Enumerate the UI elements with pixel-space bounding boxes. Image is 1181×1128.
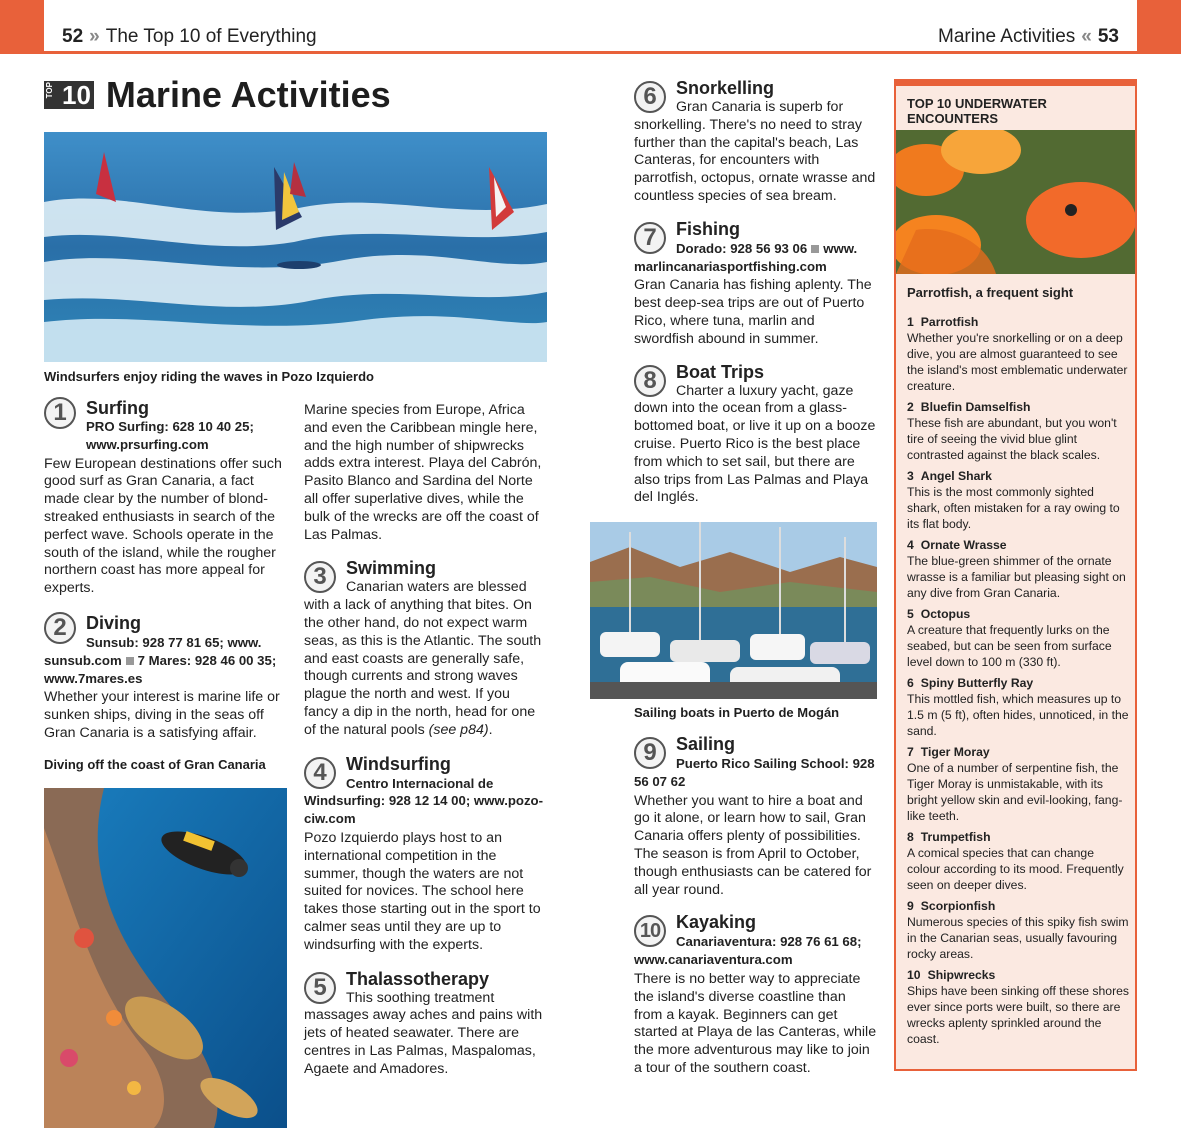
top10-badge-top: TOP bbox=[45, 82, 54, 99]
sailing-photo bbox=[590, 522, 877, 699]
item-name: Shipwrecks bbox=[927, 968, 996, 982]
entry-body: This soothing treatment massages away aches and pains with jets of heated seawater. There are centres in Las Palmas, Maspalomas, Agaete and Amadores. bbox=[304, 989, 543, 1077]
item-text: This mottled fish, which measures up to 1.5 m (5 ft), often hides, unnoticed, in the sand. bbox=[907, 692, 1129, 738]
entry-contact-info bbox=[44, 418, 286, 454]
entry-number-badge: 7 bbox=[634, 222, 666, 254]
item-name: Parrotfish bbox=[920, 315, 979, 329]
windsurf-caption: Windsurfers enjoy riding the waves in Pozo Izquierdo bbox=[44, 369, 374, 384]
entry-number-badge: 3 bbox=[304, 561, 336, 593]
entry-contact-line: marlincanariasportfishing.com bbox=[634, 258, 827, 274]
entry-number-badge: 9 bbox=[634, 737, 666, 769]
entry-contact-line: www. bbox=[823, 240, 858, 256]
page-title: Marine Activities bbox=[105, 74, 391, 115]
column-3-top bbox=[634, 77, 878, 507]
entry-contact-line: sunsub.com bbox=[44, 652, 122, 668]
list-item bbox=[907, 468, 1129, 532]
item-number: 4 bbox=[907, 538, 914, 552]
right-page-number: 53 bbox=[1097, 26, 1119, 47]
diving-body-continued: Marine species from Europe, Africa and even the Caribbean mingle here, and the high number of shipwrecks adds extra interest. Playa del Cabrón, Pasito Blanco and Sardina del Norte all offer superlative dives, while the bulk of the wrecks are off the coast of Las Palmas. bbox=[304, 402, 542, 543]
entry-thalassotherapy bbox=[304, 968, 547, 1079]
entry-number-badge: 2 bbox=[44, 612, 76, 644]
item-name: Octopus bbox=[920, 607, 971, 621]
entry-body: Whether your interest is marine life or sunken ships, diving in the seas off Gran Canaria is a satisfying affair. bbox=[44, 689, 280, 741]
entry-title: Diving bbox=[86, 612, 142, 633]
column-2 bbox=[304, 402, 547, 1079]
entry-sailing bbox=[634, 733, 878, 899]
entry-contact-line: Dorado: 928 56 93 06 bbox=[676, 240, 808, 256]
entry-title: Kayaking bbox=[676, 912, 757, 933]
item-text: Whether you're snorkelling or on a deep dive, you are almost guaranteed to see the island's most emblematic underwater creature. bbox=[907, 331, 1128, 393]
sidebar-title: TOP 10 UNDERWATER ENCOUNTERS bbox=[907, 96, 1047, 126]
entry-windsurfing bbox=[304, 753, 547, 955]
entry-contact-line: 7 Mares: 928 46 00 35; bbox=[137, 652, 277, 668]
item-name: Tiger Moray bbox=[920, 745, 990, 759]
list-item bbox=[907, 675, 1129, 739]
right-running-header bbox=[938, 26, 1119, 48]
entry-contact-info: Puerto Rico Sailing School: 928 56 07 62 bbox=[634, 756, 875, 789]
left-running-header bbox=[62, 26, 317, 48]
item-number: 10 bbox=[907, 968, 921, 982]
item-text: Ships have been sinking off these shores ever since ports were built, so there are wrecks aplenty sprinkled around the coast. bbox=[907, 984, 1130, 1046]
diving-photo bbox=[44, 788, 287, 1128]
item-name: Spiny Butterfly Ray bbox=[920, 676, 1034, 690]
entry-snorkelling bbox=[634, 77, 878, 206]
left-header-title: The Top 10 of Everything bbox=[105, 26, 317, 47]
entry-title: Sailing bbox=[676, 734, 736, 754]
entry-body: There is no better way to appreciate the island's diverse coastline than from a kayak. Beginners can get started at Playa de las Canteras, while the more adventurous may like to join a tour of the southern coast. bbox=[634, 970, 877, 1076]
entry-number-badge: 6 bbox=[634, 81, 666, 113]
entry-title: Fishing bbox=[676, 218, 740, 239]
entry-title: Boat Trips bbox=[676, 361, 765, 382]
right-page-tab bbox=[1137, 0, 1181, 54]
item-name: Angel Shark bbox=[920, 469, 992, 483]
item-name: Trumpetfish bbox=[920, 830, 991, 844]
entry-title: Thalassotherapy bbox=[346, 968, 490, 989]
item-text: The blue-green shimmer of the ornate wrasse is a familiar but pleasing sight on any dive from Gran Canaria. bbox=[907, 554, 1126, 600]
item-text: A creature that frequently lurks on the seabed, but can be seen from surface level down to 100 m (330 ft). bbox=[907, 623, 1112, 669]
top10-badge bbox=[44, 81, 94, 109]
entry-number-badge: 10 bbox=[634, 915, 666, 947]
entry-body: Gran Canaria has fishing aplenty. The best deep-sea trips are out of Puerto Rico, where tuna, marlin and swordfish abound in summer. bbox=[634, 277, 872, 347]
column-3-bottom bbox=[634, 733, 878, 1078]
list-item bbox=[907, 744, 1129, 824]
list-item bbox=[907, 898, 1129, 962]
entry-contact-info bbox=[634, 240, 878, 276]
page-reference: (see p84) bbox=[428, 721, 489, 738]
item-number: 3 bbox=[907, 469, 914, 483]
separator-square-icon bbox=[811, 245, 819, 253]
top10-badge-num: 10 bbox=[62, 80, 91, 110]
diving-caption: Diving off the coast of Gran Canaria bbox=[44, 757, 266, 772]
item-name: Bluefin Damselfish bbox=[920, 400, 1031, 414]
entry-body-text: Canarian waters are blessed with a lack of anything that bites. On the other hand, do not expect warm seas, as this is the Atlantic. The south and east coasts are generally safe, though currents and strong waves plague the north and west. If you fancy a dip in the north, head for one of the natural pools bbox=[304, 579, 542, 738]
item-name: Ornate Wrasse bbox=[920, 538, 1007, 552]
entry-diving bbox=[44, 612, 286, 743]
header-rule bbox=[44, 51, 1137, 54]
item-text: Numerous species of this spiky fish swim in the Canarian seas, usually favouring rocky areas. bbox=[907, 915, 1129, 961]
parrotfish-caption: Parrotfish, a frequent sight bbox=[907, 285, 1074, 300]
entry-surfing bbox=[44, 397, 286, 598]
entry-title: Surfing bbox=[86, 398, 149, 418]
entry-body bbox=[304, 579, 547, 739]
entry-contact-info: Canariaventura: 928 76 61 68; www.canariaventura.com bbox=[634, 934, 862, 968]
entry-number-badge: 5 bbox=[304, 972, 336, 1004]
entry-body: Whether you want to hire a boat and go it alone, or learn how to sail, Gran Canaria offers plenty of possibilities. The season is from April to October, though enthusiasts can be catered for all year round. bbox=[634, 792, 872, 898]
list-item bbox=[907, 314, 1129, 394]
list-item bbox=[907, 606, 1129, 670]
left-page-tab bbox=[0, 0, 44, 54]
double-chevron-right-icon: » bbox=[89, 26, 100, 47]
encounters-list bbox=[907, 314, 1129, 1052]
column-1 bbox=[44, 397, 286, 743]
item-text: One of a number of serpentine fish, the Tiger Moray is unmistakable, with its bright yellow skin and evil-looking, fang-like teeth. bbox=[907, 761, 1123, 823]
sailing-caption: Sailing boats in Puerto de Mogán bbox=[634, 705, 840, 720]
entry-title: Snorkelling bbox=[676, 78, 775, 98]
entry-swimming bbox=[304, 557, 547, 739]
entry-contact-info bbox=[44, 634, 286, 687]
item-number: 5 bbox=[907, 607, 914, 621]
entry-number-badge: 8 bbox=[634, 365, 666, 397]
left-page-number: 52 bbox=[62, 26, 84, 47]
entry-body: Few European destinations offer such good surf as Gran Canaria, a fact made clear by the number of blond-streaked enthusiasts in search of the perfect wave. Schools operate in the south of the island, while the rougher northern coast has more appeal for experts. bbox=[44, 455, 282, 597]
item-number: 7 bbox=[907, 745, 914, 759]
item-text: These fish are abundant, but you won't tire of seeing the vivid blue glint contrasted against the black scales. bbox=[907, 416, 1117, 462]
separator-square-icon bbox=[126, 657, 134, 665]
entry-boat-trips bbox=[634, 361, 878, 508]
entry-fishing bbox=[634, 218, 878, 349]
entry-contact-info: Centro Internacional de Windsurfing: 928 12 14 00; www.pozo-ciw.com bbox=[304, 775, 544, 827]
list-item bbox=[907, 967, 1129, 1047]
item-number: 1 bbox=[907, 315, 914, 329]
item-text: This is the most commonly sighted shark, often mistaken for a ray owing to its flat body. bbox=[907, 485, 1120, 531]
entry-body-end: . bbox=[488, 721, 493, 738]
list-item bbox=[907, 829, 1129, 893]
entry-body: Charter a luxury yacht, gaze down into the ocean from a glass-bottomed boat, or live it up on a booze cruise. Puerto Rico is the best place from which to set sail, but there are also trips from Las Palmas and Playa del Inglés. bbox=[634, 382, 876, 506]
page-title-row bbox=[44, 74, 391, 116]
item-number: 8 bbox=[907, 830, 914, 844]
right-header-title: Marine Activities bbox=[938, 26, 1076, 47]
entry-number-badge: 4 bbox=[304, 757, 336, 789]
list-item bbox=[907, 399, 1129, 463]
entry-contact-line: www.7mares.es bbox=[44, 670, 143, 686]
parrotfish-photo bbox=[896, 130, 1135, 274]
entry-kayaking bbox=[634, 911, 878, 1077]
entry-body: Pozo Izquierdo plays host to an international competition in the summer, though the waters are not suited for novices. The school here takes those starting out in the sport to calmer seas until they are up to windsurfing with the experts. bbox=[304, 829, 541, 953]
item-text: A comical species that can change colour according to its mood. Frequently seen on deeper dives. bbox=[907, 846, 1124, 892]
list-item bbox=[907, 537, 1129, 601]
entry-title: Swimming bbox=[346, 558, 437, 579]
item-number: 9 bbox=[907, 899, 914, 913]
sidebar-box bbox=[894, 79, 1137, 1071]
windsurf-photo bbox=[44, 132, 547, 362]
entry-contact-text: PRO Surfing: 628 10 40 25; www.prsurfing.com bbox=[86, 419, 254, 452]
item-number: 2 bbox=[907, 400, 914, 414]
entry-title: Windsurfing bbox=[346, 753, 451, 774]
entry-contact-line: Sunsub: 928 77 81 65; www. bbox=[86, 634, 262, 650]
item-number: 6 bbox=[907, 676, 914, 690]
entry-body: Gran Canaria is superb for snorkelling. There's no need to stray further than the capital's beach, Las Canteras, for encounters with parrotfish, octopus, ornate wrasse and countless species of sea bream. bbox=[634, 99, 876, 204]
item-name: Scorpionfish bbox=[920, 899, 996, 913]
entry-number-badge: 1 bbox=[44, 397, 76, 429]
double-chevron-left-icon: « bbox=[1081, 26, 1092, 47]
